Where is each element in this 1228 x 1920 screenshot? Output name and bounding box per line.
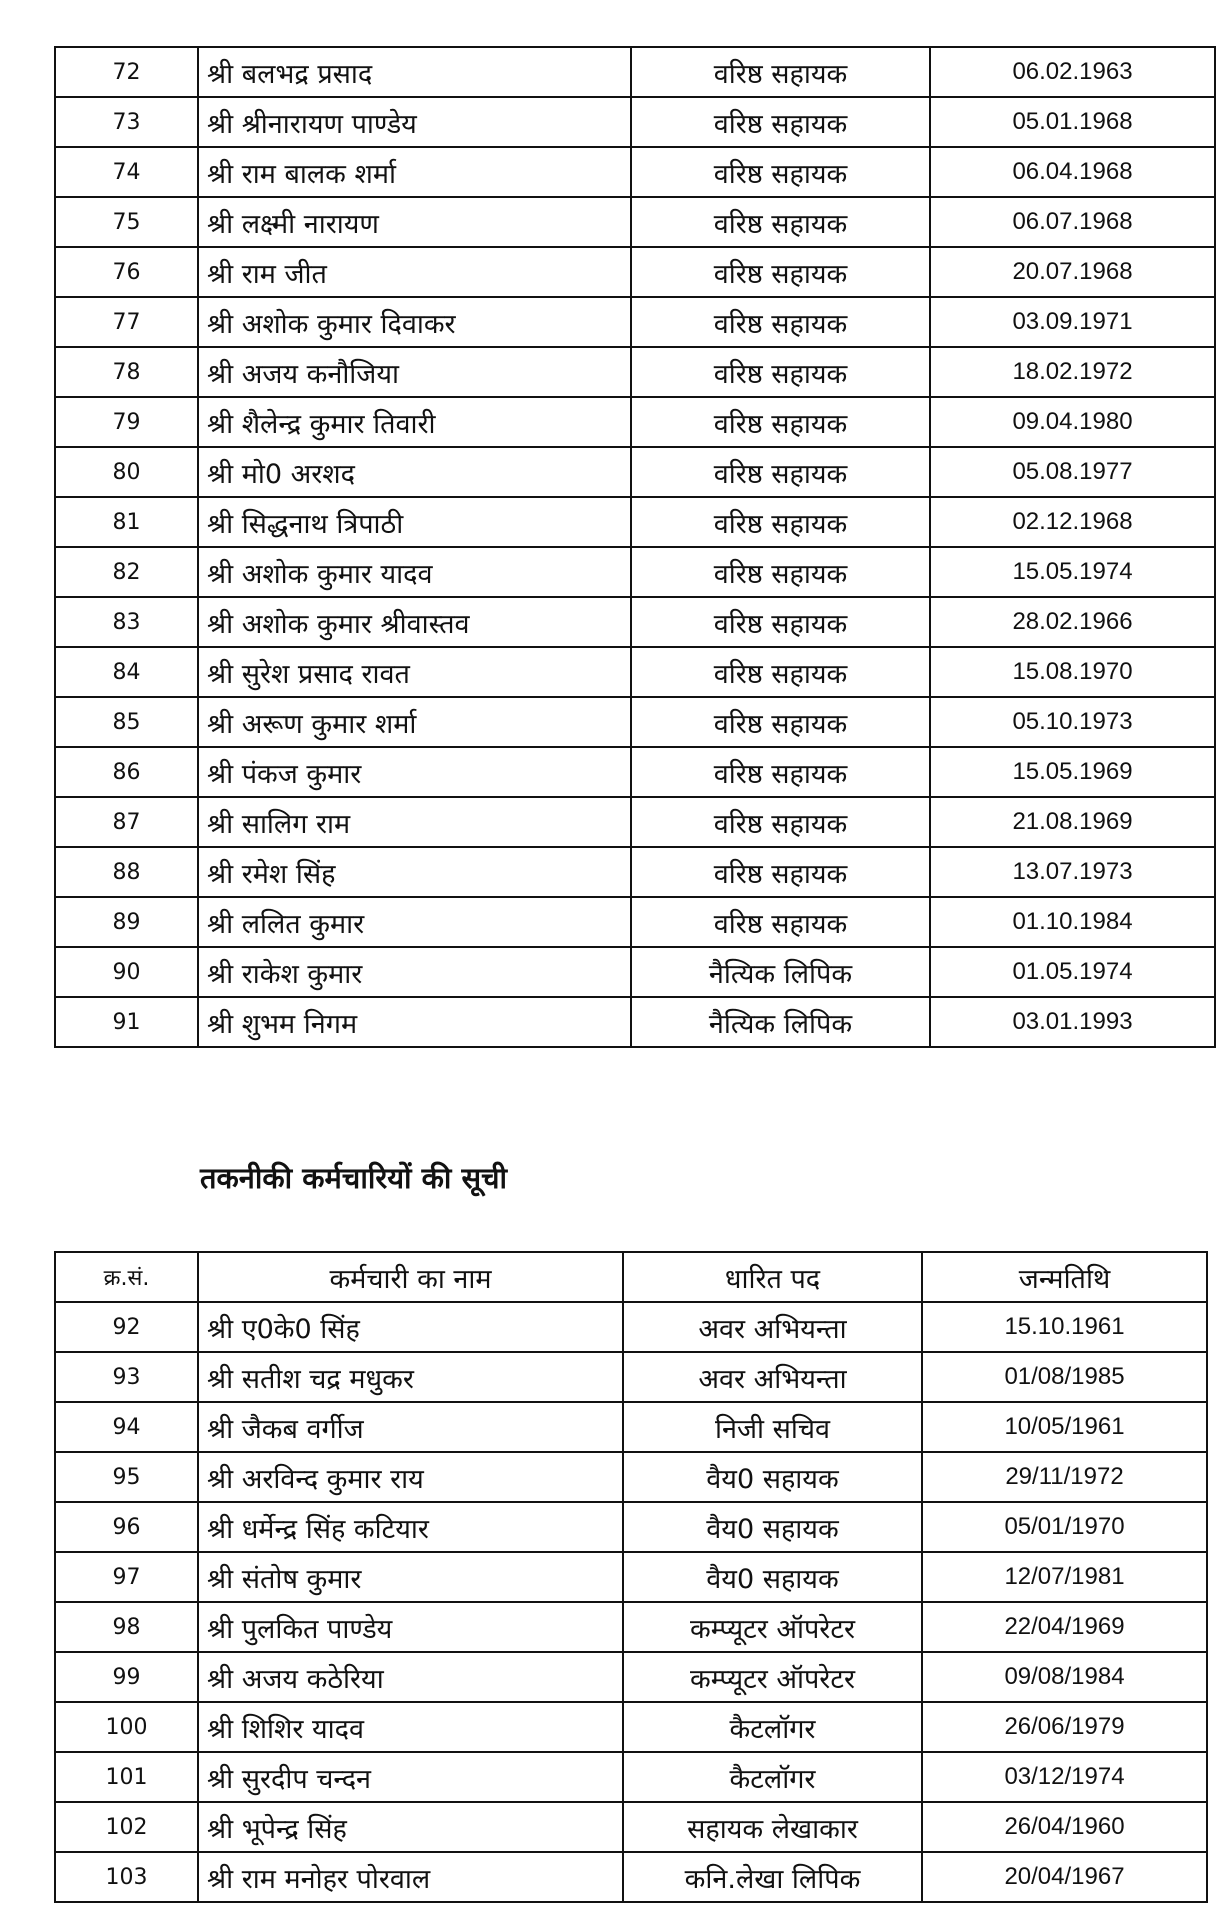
table-row [55, 647, 1215, 697]
employee-name-cell: श्री सतीश चद्र मधुकर [198, 1352, 623, 1402]
dob-cell: 26/06/1979 [922, 1702, 1207, 1752]
table-row [55, 1452, 1207, 1502]
table-row [55, 447, 1215, 497]
table-row [55, 1502, 1207, 1552]
employee-name-cell: श्री राम जीत [198, 247, 631, 297]
serial-no-cell: 103 [55, 1852, 198, 1902]
table-row [55, 597, 1215, 647]
dob-cell: 06.02.1963 [930, 47, 1215, 97]
post-cell: वरिष्ठ सहायक [631, 847, 930, 897]
dob-cell: 21.08.1969 [930, 797, 1215, 847]
employee-name-cell: श्री पुलकित पाण्डेय [198, 1602, 623, 1652]
employee-name-cell: श्री राम बालक शर्मा [198, 147, 631, 197]
employee-name-cell: श्री धर्मेन्द्र सिंह कटियार [198, 1502, 623, 1552]
serial-no-cell: 86 [55, 747, 198, 797]
table-row [55, 1652, 1207, 1702]
employee-name-cell: श्री अजय कनौजिया [198, 347, 631, 397]
dob-cell: 15.10.1961 [922, 1302, 1207, 1352]
serial-no-cell: 89 [55, 897, 198, 947]
table-row [55, 1852, 1207, 1902]
table-row [55, 1402, 1207, 1452]
serial-no-cell: 92 [55, 1302, 198, 1352]
dob-cell: 01/08/1985 [922, 1352, 1207, 1402]
table-row [55, 547, 1215, 597]
serial-no-cell: 85 [55, 697, 198, 747]
post-cell: वरिष्ठ सहायक [631, 797, 930, 847]
table-row [55, 397, 1215, 447]
post-cell: वरिष्ठ सहायक [631, 697, 930, 747]
header-employee-name: कर्मचारी का नाम [198, 1252, 623, 1302]
serial-no-cell: 82 [55, 547, 198, 597]
post-cell: वरिष्ठ सहायक [631, 597, 930, 647]
employee-name-cell: श्री अरविन्द कुमार राय [198, 1452, 623, 1502]
employee-name-cell: श्री अशोक कुमार दिवाकर [198, 297, 631, 347]
post-cell: वैय0 सहायक [623, 1502, 922, 1552]
dob-cell: 26/04/1960 [922, 1802, 1207, 1852]
dob-cell: 15.08.1970 [930, 647, 1215, 697]
employee-name-cell: श्री बलभद्र प्रसाद [198, 47, 631, 97]
employee-name-cell: श्री शैलेन्द्र कुमार तिवारी [198, 397, 631, 447]
table-row [55, 1702, 1207, 1752]
employee-name-cell: श्री राकेश कुमार [198, 947, 631, 997]
section-heading: तकनीकी कर्मचारियों की सूची [200, 1161, 508, 1195]
dob-cell: 10/05/1961 [922, 1402, 1207, 1452]
dob-cell: 20/04/1967 [922, 1852, 1207, 1902]
post-cell: वरिष्ठ सहायक [631, 897, 930, 947]
serial-no-cell: 83 [55, 597, 198, 647]
table-header-row [55, 1252, 1207, 1302]
serial-no-cell: 72 [55, 47, 198, 97]
serial-no-cell: 101 [55, 1752, 198, 1802]
table-row [55, 1802, 1207, 1852]
table-row [55, 1752, 1207, 1802]
table-row [55, 497, 1215, 547]
post-cell: वरिष्ठ सहायक [631, 447, 930, 497]
serial-no-cell: 75 [55, 197, 198, 247]
post-cell: वरिष्ठ सहायक [631, 397, 930, 447]
dob-cell: 05/01/1970 [922, 1502, 1207, 1552]
table-row [55, 197, 1215, 247]
header-serial-no: क्र.सं. [55, 1252, 198, 1302]
serial-no-cell: 74 [55, 147, 198, 197]
table-row [55, 897, 1215, 947]
table-row [55, 747, 1215, 797]
dob-cell: 03.09.1971 [930, 297, 1215, 347]
table-row [55, 1552, 1207, 1602]
employee-name-cell: श्री सिद्धनाथ त्रिपाठी [198, 497, 631, 547]
serial-no-cell: 99 [55, 1652, 198, 1702]
post-cell: कनि.लेखा लिपिक [623, 1852, 922, 1902]
serial-no-cell: 95 [55, 1452, 198, 1502]
serial-no-cell: 91 [55, 997, 198, 1047]
post-cell: निजी सचिव [623, 1402, 922, 1452]
post-cell: वरिष्ठ सहायक [631, 147, 930, 197]
dob-cell: 15.05.1969 [930, 747, 1215, 797]
post-cell: वैय0 सहायक [623, 1452, 922, 1502]
employee-name-cell: श्री ए0के0 सिंह [198, 1302, 623, 1352]
serial-no-cell: 80 [55, 447, 198, 497]
post-cell: वरिष्ठ सहायक [631, 347, 930, 397]
employee-name-cell: श्री भूपेन्द्र सिंह [198, 1802, 623, 1852]
dob-cell: 29/11/1972 [922, 1452, 1207, 1502]
employee-name-cell: श्री लक्ष्मी नारायण [198, 197, 631, 247]
table-row [55, 997, 1215, 1047]
employee-name-cell: श्री जैकब वर्गीज [198, 1402, 623, 1452]
table-row [55, 1352, 1207, 1402]
post-cell: वरिष्ठ सहायक [631, 47, 930, 97]
post-cell: वरिष्ठ सहायक [631, 647, 930, 697]
employee-name-cell: श्री श्रीनारायण पाण्डेय [198, 97, 631, 147]
serial-no-cell: 87 [55, 797, 198, 847]
dob-cell: 01.05.1974 [930, 947, 1215, 997]
serial-no-cell: 102 [55, 1802, 198, 1852]
dob-cell: 09.04.1980 [930, 397, 1215, 447]
employee-name-cell: श्री सुरेश प्रसाद रावत [198, 647, 631, 697]
post-cell: कम्प्यूटर ऑपरेटर [623, 1652, 922, 1702]
employee-name-cell: श्री शिशिर यादव [198, 1702, 623, 1752]
post-cell: वरिष्ठ सहायक [631, 547, 930, 597]
table-row [55, 47, 1215, 97]
serial-no-cell: 88 [55, 847, 198, 897]
table-row [55, 1602, 1207, 1652]
table-row [55, 247, 1215, 297]
dob-cell: 20.07.1968 [930, 247, 1215, 297]
serial-no-cell: 98 [55, 1602, 198, 1652]
post-cell: कैटलॉगर [623, 1702, 922, 1752]
serial-no-cell: 79 [55, 397, 198, 447]
table-row [55, 97, 1215, 147]
post-cell: वरिष्ठ सहायक [631, 247, 930, 297]
dob-cell: 06.04.1968 [930, 147, 1215, 197]
post-cell: वरिष्ठ सहायक [631, 497, 930, 547]
table-row [55, 797, 1215, 847]
serial-no-cell: 73 [55, 97, 198, 147]
table-row [55, 347, 1215, 397]
post-cell: अवर अभियन्ता [623, 1352, 922, 1402]
employee-name-cell: श्री शुभम निगम [198, 997, 631, 1047]
dob-cell: 18.02.1972 [930, 347, 1215, 397]
header-post-held: धारित पद [623, 1252, 922, 1302]
employee-name-cell: श्री अजय कठेरिया [198, 1652, 623, 1702]
serial-no-cell: 94 [55, 1402, 198, 1452]
post-cell: वरिष्ठ सहायक [631, 297, 930, 347]
serial-no-cell: 93 [55, 1352, 198, 1402]
employee-name-cell: श्री मो0 अरशद [198, 447, 631, 497]
dob-cell: 05.10.1973 [930, 697, 1215, 747]
post-cell: कम्प्यूटर ऑपरेटर [623, 1602, 922, 1652]
employee-name-cell: श्री ललित कुमार [198, 897, 631, 947]
employee-name-cell: श्री रमेश सिंह [198, 847, 631, 897]
table-row [55, 1302, 1207, 1352]
serial-no-cell: 78 [55, 347, 198, 397]
serial-no-cell: 97 [55, 1552, 198, 1602]
employee-name-cell: श्री अशोक कुमार यादव [198, 547, 631, 597]
dob-cell: 02.12.1968 [930, 497, 1215, 547]
serial-no-cell: 81 [55, 497, 198, 547]
dob-cell: 05.08.1977 [930, 447, 1215, 497]
dob-cell: 28.02.1966 [930, 597, 1215, 647]
dob-cell: 12/07/1981 [922, 1552, 1207, 1602]
dob-cell: 22/04/1969 [922, 1602, 1207, 1652]
dob-cell: 15.05.1974 [930, 547, 1215, 597]
dob-cell: 06.07.1968 [930, 197, 1215, 247]
dob-cell: 01.10.1984 [930, 897, 1215, 947]
employee-name-cell: श्री संतोष कुमार [198, 1552, 623, 1602]
post-cell: नैत्यिक लिपिक [631, 997, 930, 1047]
header-date-of-birth: जन्मतिथि [922, 1252, 1207, 1302]
employee-name-cell: श्री राम मनोहर पोरवाल [198, 1852, 623, 1902]
serial-no-cell: 84 [55, 647, 198, 697]
serial-no-cell: 96 [55, 1502, 198, 1552]
post-cell: वरिष्ठ सहायक [631, 197, 930, 247]
table-row [55, 297, 1215, 347]
post-cell: वरिष्ठ सहायक [631, 97, 930, 147]
table-row [55, 697, 1215, 747]
dob-cell: 09/08/1984 [922, 1652, 1207, 1702]
dob-cell: 03/12/1974 [922, 1752, 1207, 1802]
serial-no-cell: 76 [55, 247, 198, 297]
dob-cell: 13.07.1973 [930, 847, 1215, 897]
post-cell: अवर अभियन्ता [623, 1302, 922, 1352]
table-row [55, 147, 1215, 197]
employee-name-cell: श्री सुरदीप चन्दन [198, 1752, 623, 1802]
employee-name-cell: श्री सालिग राम [198, 797, 631, 847]
employee-table-continued [54, 46, 1216, 1048]
employee-name-cell: श्री पंकज कुमार [198, 747, 631, 797]
employee-name-cell: श्री अरूण कुमार शर्मा [198, 697, 631, 747]
post-cell: कैटलॉगर [623, 1752, 922, 1802]
post-cell: सहायक लेखाकार [623, 1802, 922, 1852]
table-row [55, 947, 1215, 997]
post-cell: वैय0 सहायक [623, 1552, 922, 1602]
technical-staff-table [54, 1251, 1208, 1903]
post-cell: नैत्यिक लिपिक [631, 947, 930, 997]
post-cell: वरिष्ठ सहायक [631, 747, 930, 797]
serial-no-cell: 100 [55, 1702, 198, 1752]
table-row [55, 847, 1215, 897]
dob-cell: 03.01.1993 [930, 997, 1215, 1047]
serial-no-cell: 90 [55, 947, 198, 997]
employee-name-cell: श्री अशोक कुमार श्रीवास्तव [198, 597, 631, 647]
dob-cell: 05.01.1968 [930, 97, 1215, 147]
serial-no-cell: 77 [55, 297, 198, 347]
